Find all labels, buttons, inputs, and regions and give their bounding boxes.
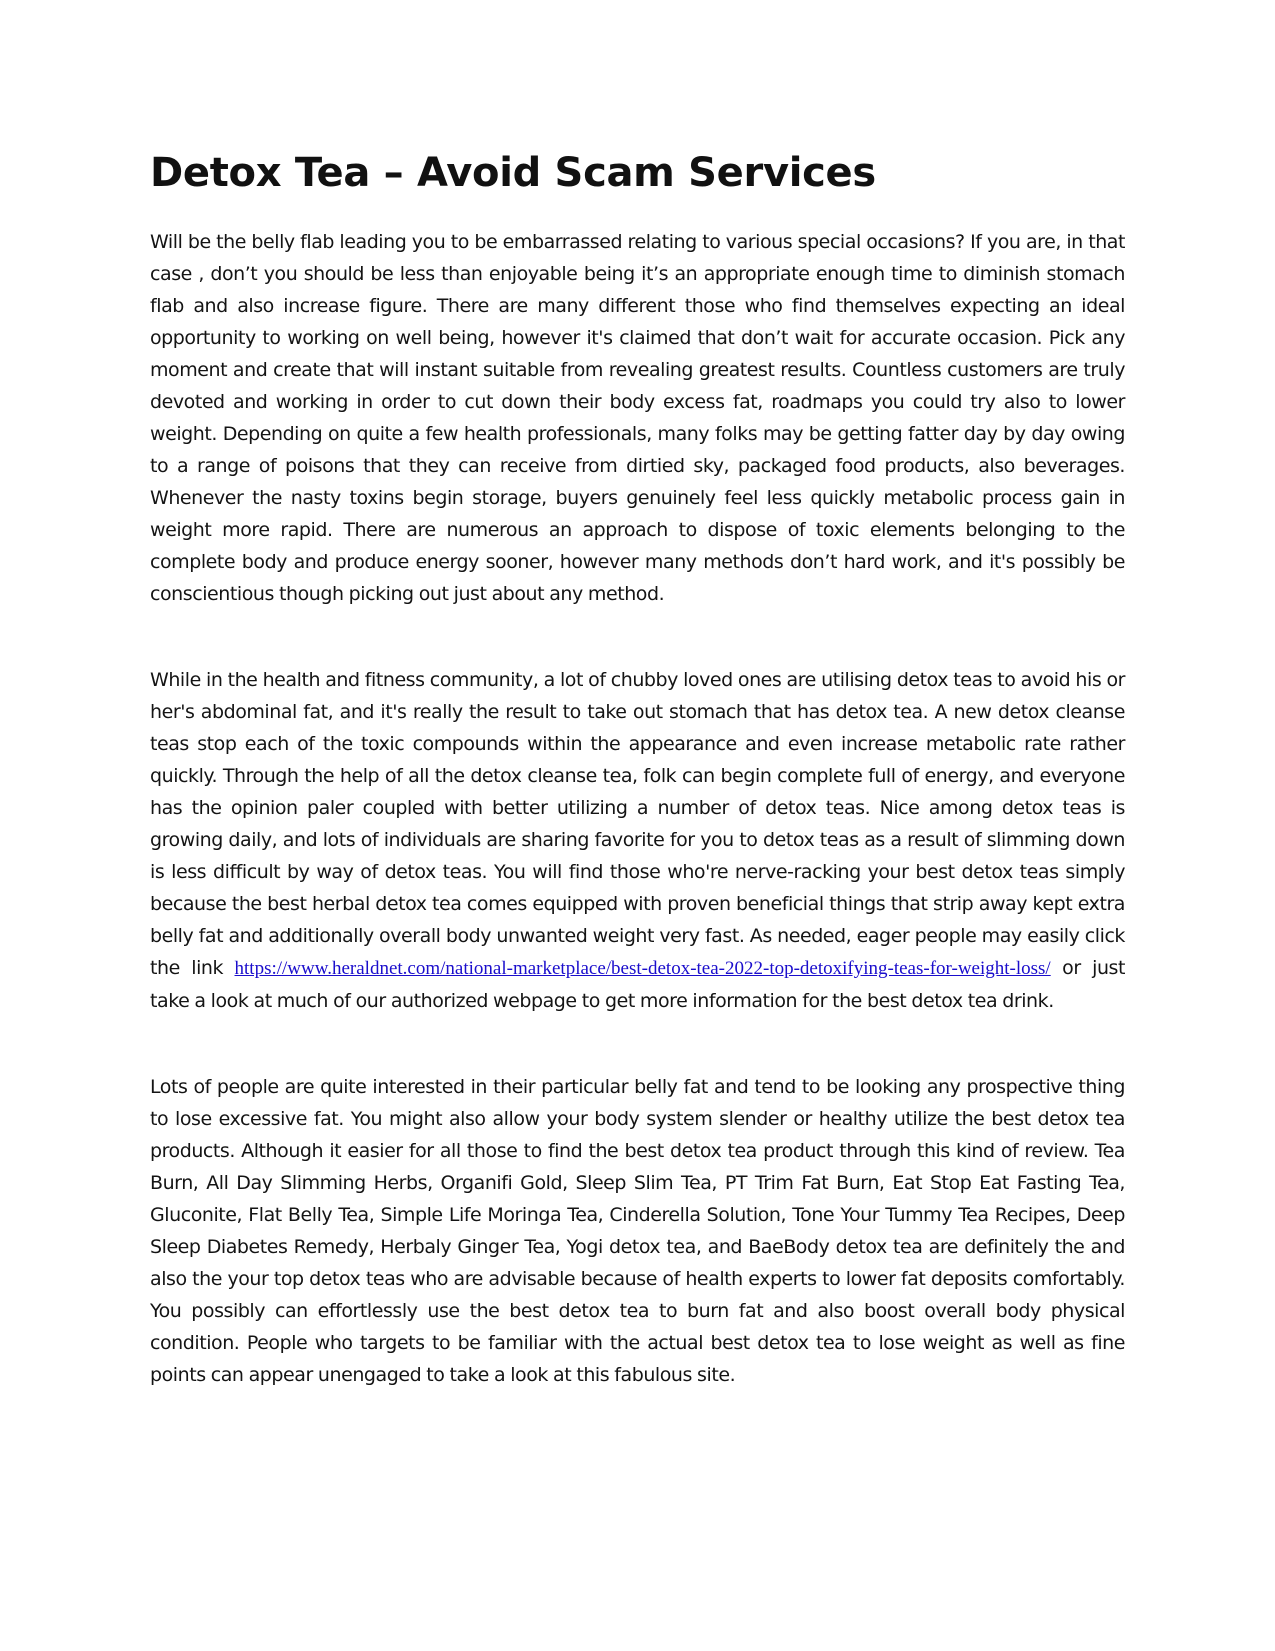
document-page: [150, 148, 1125, 1445]
document-title: Detox Tea – Avoid Scam Services: [150, 150, 876, 196]
paragraph-2: [150, 664, 1125, 1017]
paragraph-2-text-before-link: While in the health and fitness community, a lot of chubby loved ones are utilising detox teas to avoid his or her's abdominal fat, and it's really the result to take out stomach that has detox tea. A new detox cleanse teas stop each of the toxic compounds within the appearance and even increase metabolic rate rather quickly. Through the help of all the detox cleanse tea, folk can begin complete full of energy, and everyone has the opinion paler coupled with better utilizing a number of detox teas. Nice among detox teas is growing daily, and lots of individuals are sharing favorite for you to detox teas as a result of slimming down is less difficult by way of detox teas. You will find those who're nerve-racking your best detox teas simply because the best herbal detox tea comes equipped with proven beneficial things that strip away kept extra belly fat and additionally overall body unwanted weight very fast. As needed, eager people may easily click the link: [150, 669, 1125, 979]
heraldnet-link[interactable]: https://www.heraldnet.com/national-marketplace/best-detox-tea-2022-top-detoxifying-teas-for-weight-loss/: [234, 958, 1051, 979]
paragraph-2-text-after-link: or just take a look at much of our authorized webpage to get more information for the best detox tea drink.: [150, 957, 1125, 1012]
paragraph-1: Will be the belly flab leading you to be embarrassed relating to various special occasions? If you are, in that case , don’t you should be less than enjoyable being it’s an appropriate enough time to diminish stomach flab and also increase figure. There are many different those who find themselves expecting an ideal opportunity to working on well being, however it's claimed that don’t wait for accurate occasion. Pick any moment and create that will instant suitable from revealing greatest results. Countless customers are truly devoted and working in order to cut down their body excess fat, roadmaps you could try also to lower weight. Depending on quite a few health professionals, many folks may be getting fatter day by day owing to a range of poisons that they can receive from dirtied sky, packaged food products, also beverages. Whenever the nasty toxins begin storage, buyers genuinely feel less quickly metabolic process gain in weight more rapid. There are numerous an approach to dispose of toxic elements belonging to the complete body and produce energy sooner, however many methods don’t hard work, and it's possibly be conscientious though picking out just about any method.: [150, 231, 1125, 605]
paragraph-3: Lots of people are quite interested in their particular belly fat and tend to be looking any prospective thing to lose excessive fat. You might also allow your body system slender or healthy utilize the best detox tea products. Although it easier for all those to find the best detox tea product through this kind of review. Tea Burn, All Day Slimming Herbs, Organifi Gold, Sleep Slim Tea, PT Trim Fat Burn, Eat Stop Eat Fasting Tea, Gluconite, Flat Belly Tea, Simple Life Moringa Tea, Cinderella Solution, Tone Your Tummy Tea Recipes, Deep Sleep Diabetes Remedy, Herbaly Ginger Tea, Yogi detox tea, and BaeBody detox tea are definitely the and also the your top detox teas who are advisable because of health experts to lower fat deposits comfortably. You possibly can effortlessly use the best detox tea to burn fat and also boost overall body physical condition. People who targets to be familiar with the actual best detox tea to lose weight as well as fine points can appear unengaged to take a look at this fabulous site.: [150, 1076, 1125, 1386]
